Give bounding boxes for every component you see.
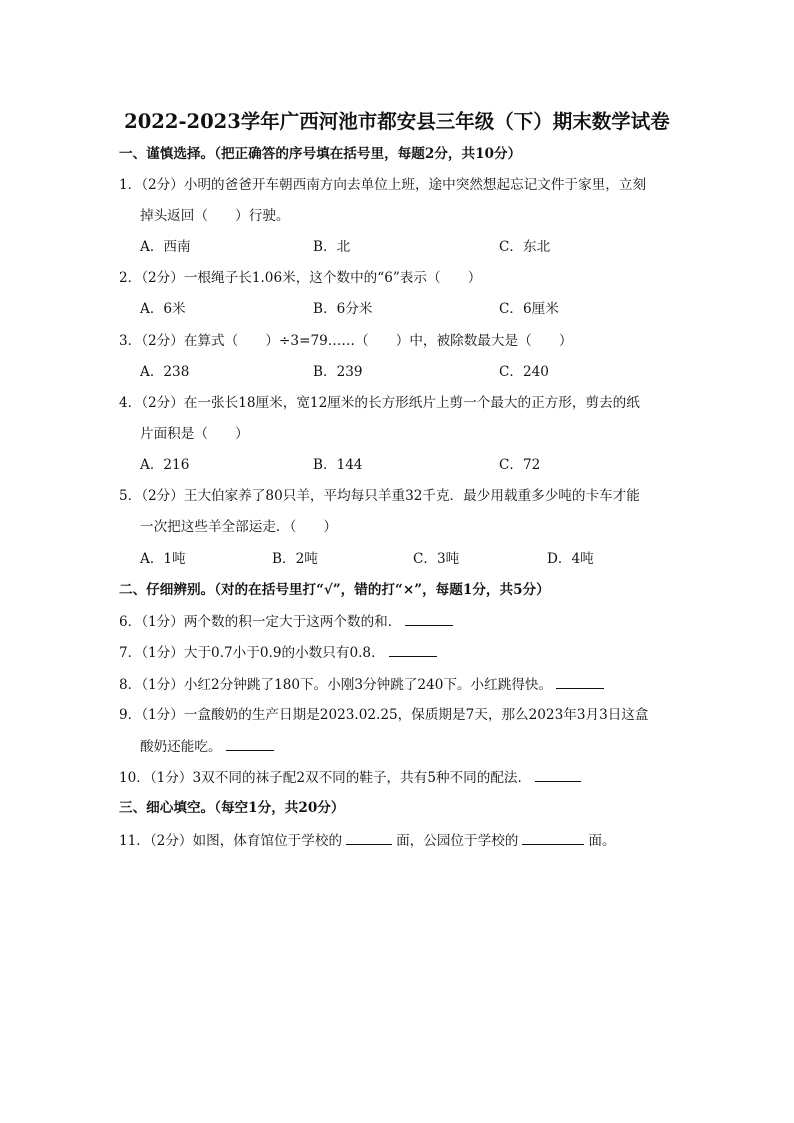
page-title: 2022-2023学年广西河池市都安县三年级（下）期末数学试卷 bbox=[124, 110, 670, 133]
question-3-option-a: A．238 bbox=[140, 364, 190, 380]
answer-blank-7[interactable] bbox=[389, 643, 437, 657]
question-5-line-2: 一次把这些羊全部运走．（ ） bbox=[140, 519, 338, 535]
question-3-option-c: C．240 bbox=[499, 364, 549, 380]
question-1-option-b: B．北 bbox=[313, 239, 351, 255]
question-5-option-c: C．3吨 bbox=[413, 551, 460, 567]
question-1-line-1: 1．（2分）小明的爸爸开车朝西南方向去单位上班，途中突然想起忘记文件于家里，立刻 bbox=[119, 177, 647, 193]
answer-blank-6[interactable] bbox=[405, 612, 453, 626]
answer-blank-11-2[interactable] bbox=[522, 831, 584, 845]
question-1-line-2: 掉头返回（ ）行驶。 bbox=[140, 208, 290, 224]
question-2-line-1: 2．（2分）一根绳子长1.06米，这个数中的“6”表示（ ） bbox=[119, 270, 482, 286]
question-8-text: 8．（1分）小红2分钟跳了180下。小刚3分钟跳了240下。小红跳得快。 bbox=[119, 677, 553, 693]
question-4-line-1: 4．（2分）在一张长18厘米，宽12厘米的长方形纸片上剪一个最大的正方形，剪去的纸 bbox=[119, 395, 640, 411]
question-6-text: 6．（1分）两个数的积一定大于这两个数的和． bbox=[119, 614, 402, 630]
question-4-option-b: B．144 bbox=[313, 457, 363, 473]
question-5-line-1: 5．（2分）王大伯家养了80只羊，平均每只羊重32千克．最少用载重多少吨的卡车才能 bbox=[119, 488, 640, 504]
question-9-line-2 bbox=[140, 737, 278, 756]
answer-blank-9[interactable] bbox=[226, 737, 274, 751]
question-11-text-b: 面，公园位于学校的 bbox=[396, 833, 519, 849]
answer-blank-8[interactable] bbox=[556, 675, 604, 689]
section-1-heading: 一、谨慎选择。（把正确答的序号填在括号里，每题2分，共10分） bbox=[119, 146, 522, 162]
answer-blank-11-1[interactable] bbox=[346, 831, 392, 845]
question-7-text: 7．（1分）大于0.7小于0.9的小数只有0.8． bbox=[119, 645, 385, 661]
question-10-text: 10．（1分）3双不同的袜子配2双不同的鞋子，共有5种不同的配法． bbox=[119, 770, 532, 786]
question-7 bbox=[119, 643, 441, 662]
question-6 bbox=[119, 612, 457, 631]
question-1-option-c: C．东北 bbox=[499, 239, 551, 255]
question-5-option-b: B．2吨 bbox=[272, 551, 318, 567]
answer-blank-10[interactable] bbox=[535, 768, 581, 782]
question-4-option-c: C．72 bbox=[499, 457, 541, 473]
question-4-line-2: 片面积是（ ） bbox=[140, 426, 249, 442]
question-2-option-b: B．6分米 bbox=[313, 301, 373, 317]
question-8 bbox=[119, 675, 608, 694]
question-11-text-a: 11．（2分）如图，体育馆位于学校的 bbox=[119, 833, 343, 849]
question-11 bbox=[119, 831, 616, 850]
question-10 bbox=[119, 768, 585, 787]
question-5-option-d: D．4吨 bbox=[547, 551, 594, 567]
question-9-text: 酸奶还能吃。 bbox=[140, 739, 222, 755]
question-5-option-a: A．1吨 bbox=[140, 551, 186, 567]
section-2-heading: 二、仔细辨别。（对的在括号里打“√”，错的打“×”，每题1分，共5分） bbox=[119, 582, 550, 598]
question-3-option-b: B．239 bbox=[313, 364, 363, 380]
question-3-line-1: 3．（2分）在算式（ ）÷3=79……（ ）中，被除数最大是（ ） bbox=[119, 333, 573, 349]
question-1-option-a: A．西南 bbox=[140, 239, 191, 255]
question-2-option-c: C．6厘米 bbox=[499, 301, 559, 317]
question-11-text-c: 面。 bbox=[588, 833, 616, 849]
section-3-heading: 三、细心填空。（每空1分，共20分） bbox=[119, 800, 345, 816]
question-2-option-a: A．6米 bbox=[140, 301, 186, 317]
question-9-line-1: 9．（1分）一盒酸奶的生产日期是2023.02.25，保质期是7天，那么2023年3月3日这盒 bbox=[119, 707, 649, 723]
question-4-option-a: A．216 bbox=[140, 457, 190, 473]
